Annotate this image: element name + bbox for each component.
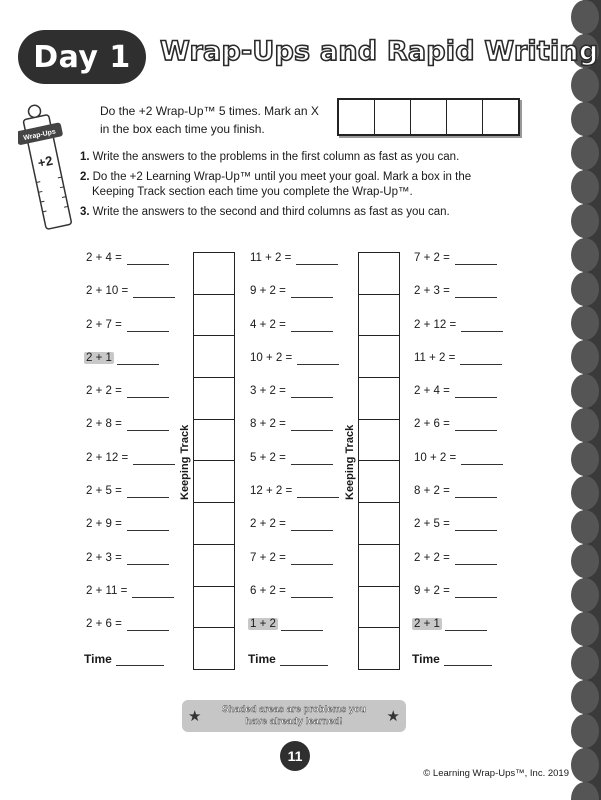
answer-blank[interactable] xyxy=(460,352,502,365)
problem-column-1 xyxy=(84,252,175,666)
problem-text: 7 + 2 = xyxy=(414,252,450,264)
problem-text: 12 + 2 = xyxy=(250,485,293,498)
banner-text: Shaded areas are problems you have already learned! xyxy=(222,704,366,727)
problem-text: 4 + 2 = xyxy=(250,318,286,331)
problem-row xyxy=(84,552,175,585)
keeping-track-box[interactable] xyxy=(359,336,399,378)
keeping-track-box[interactable] xyxy=(194,628,234,669)
answer-blank[interactable] xyxy=(297,485,339,498)
answer-blank[interactable] xyxy=(291,552,333,565)
page-number: 11 xyxy=(280,741,310,771)
problem-text: 5 + 2 = xyxy=(250,451,286,464)
instruction-item: 3. Write the answers to the second and third columns as fast as you can. xyxy=(80,206,450,218)
keeping-track-box[interactable] xyxy=(359,378,399,420)
answer-blank[interactable] xyxy=(133,452,175,465)
answer-blank[interactable] xyxy=(127,518,169,531)
answer-blank[interactable] xyxy=(127,485,169,498)
time-label: Time xyxy=(248,651,276,666)
answer-blank[interactable] xyxy=(291,418,333,431)
instruction-item: 1. Write the answers to the problems in the first column as fast as you can. xyxy=(80,151,460,163)
problem-text: 2 + 2 = xyxy=(414,551,450,564)
keeping-track-grid-2 xyxy=(358,252,400,670)
problem-row xyxy=(412,319,503,352)
answer-blank[interactable] xyxy=(297,352,339,365)
answer-blank[interactable] xyxy=(127,319,169,332)
answer-blank[interactable] xyxy=(461,452,503,465)
problem-row xyxy=(84,518,175,551)
answer-blank[interactable] xyxy=(455,385,497,398)
problem-row xyxy=(84,319,175,352)
tally-box[interactable] xyxy=(483,100,518,134)
time-row xyxy=(248,652,339,666)
problem-row xyxy=(248,585,339,618)
time-blank[interactable] xyxy=(116,652,164,666)
problem-text: 11 + 2 = xyxy=(414,351,456,364)
problem-row xyxy=(412,552,503,585)
day-label: Day 1 xyxy=(33,39,131,75)
tally-box[interactable] xyxy=(339,100,375,134)
problem-text: 2 + 6 = xyxy=(414,418,450,431)
problem-text: 9 + 2 = xyxy=(414,584,450,597)
keeping-track-label-2: Keeping Track xyxy=(344,424,356,500)
problem-row xyxy=(248,552,339,585)
tally-box[interactable] xyxy=(447,100,483,134)
learned-problem: 2 + 1 xyxy=(414,618,440,631)
answer-blank[interactable] xyxy=(127,385,169,398)
problem-row xyxy=(84,352,175,385)
problem-row xyxy=(412,352,503,385)
problem-row xyxy=(84,618,175,651)
time-blank[interactable] xyxy=(280,652,328,666)
problem-row xyxy=(84,585,175,618)
problem-text: 2 + 10 = xyxy=(86,285,129,298)
learned-problem: 1 + 2 xyxy=(250,618,276,631)
keeping-track-box[interactable] xyxy=(194,545,234,587)
problem-column-3 xyxy=(412,252,503,666)
problem-text: 2 + 2 = xyxy=(250,518,286,531)
time-label: Time xyxy=(84,651,112,666)
answer-blank[interactable] xyxy=(445,618,487,631)
problem-text: 2 + 12 = xyxy=(86,451,129,464)
problem-row xyxy=(412,485,503,518)
wrap-up-key-icon xyxy=(18,100,76,240)
keeping-track-box[interactable] xyxy=(194,295,234,337)
answer-blank[interactable] xyxy=(296,252,338,265)
keeping-track-box[interactable] xyxy=(359,628,399,669)
time-blank[interactable] xyxy=(444,652,492,666)
keeping-track-box[interactable] xyxy=(359,587,399,629)
instruction-item: 2. Do the +2 Learning Wrap-Up™ until you meet your goal. Mark a box in the Keeping Track section each time you complete the Wrap-Up™. xyxy=(80,171,472,198)
answer-blank[interactable] xyxy=(455,252,497,265)
answer-blank[interactable] xyxy=(291,385,333,398)
answer-blank[interactable] xyxy=(117,352,159,365)
problem-text: 2 + 3 = xyxy=(86,551,122,564)
problem-text: 2 + 9 = xyxy=(86,518,122,531)
answer-blank[interactable] xyxy=(455,485,497,498)
keeping-track-box[interactable] xyxy=(359,253,399,295)
problem-row xyxy=(84,285,175,318)
learned-problem: 2 + 1 xyxy=(86,351,112,364)
problem-row xyxy=(248,385,339,418)
answer-blank[interactable] xyxy=(461,319,503,332)
problem-row xyxy=(412,518,503,551)
problem-row xyxy=(248,319,339,352)
keeping-track-box[interactable] xyxy=(194,378,234,420)
keeping-track-box[interactable] xyxy=(359,503,399,545)
answer-blank[interactable] xyxy=(291,518,333,531)
time-row xyxy=(412,652,503,666)
problem-row xyxy=(412,252,503,285)
keeping-track-box[interactable] xyxy=(359,295,399,337)
problem-text: 2 + 4 = xyxy=(86,252,122,264)
problem-text: 2 + 5 = xyxy=(414,518,450,531)
star-icon: ★ xyxy=(188,708,202,725)
problem-row xyxy=(412,285,503,318)
problem-text: 11 + 2 = xyxy=(250,252,292,264)
keeping-track-box[interactable] xyxy=(359,420,399,462)
problem-text: 2 + 5 = xyxy=(86,485,122,498)
problem-row xyxy=(248,252,339,285)
time-row xyxy=(84,652,175,666)
problem-text: 2 + 12 = xyxy=(414,318,457,331)
problem-row xyxy=(248,485,339,518)
keeping-track-box[interactable] xyxy=(194,420,234,462)
keeping-track-box[interactable] xyxy=(359,545,399,587)
keeping-track-label-1: Keeping Track xyxy=(179,424,191,500)
problem-row xyxy=(412,418,503,451)
wrap-up-fact: +2 xyxy=(36,152,55,171)
problem-row xyxy=(248,618,339,651)
problem-row xyxy=(84,418,175,451)
keeping-track-box[interactable] xyxy=(359,461,399,503)
problem-row xyxy=(412,618,503,651)
problem-row xyxy=(84,452,175,485)
keeping-track-box[interactable] xyxy=(194,587,234,629)
problem-text: 2 + 11 = xyxy=(86,584,128,597)
answer-blank[interactable] xyxy=(291,285,333,298)
time-label: Time xyxy=(412,651,440,666)
problem-row xyxy=(248,352,339,385)
answer-blank[interactable] xyxy=(455,518,497,531)
answer-blank[interactable] xyxy=(132,585,174,598)
intro-text: Do the +2 Wrap-Up™ 5 times. Mark an X in the box each time you finish. xyxy=(100,104,319,136)
answer-blank[interactable] xyxy=(291,452,333,465)
problem-text: 2 + 2 = xyxy=(86,385,122,398)
problem-row xyxy=(248,285,339,318)
answer-blank[interactable] xyxy=(455,552,497,565)
problem-text: 7 + 2 = xyxy=(250,551,286,564)
answer-blank[interactable] xyxy=(455,585,497,598)
shaded-note-banner xyxy=(182,700,406,732)
problem-row xyxy=(412,585,503,618)
instructions-list xyxy=(80,150,480,225)
answer-blank[interactable] xyxy=(291,319,333,332)
problem-row xyxy=(84,385,175,418)
problem-column-2 xyxy=(248,252,339,666)
problem-text: 2 + 3 = xyxy=(414,285,450,298)
answer-blank[interactable] xyxy=(133,285,175,298)
tally-box[interactable] xyxy=(411,100,447,134)
problem-text: 2 + 6 = xyxy=(86,618,122,631)
problem-text: 2 + 8 = xyxy=(86,418,122,431)
wrap-up-brand: Wrap-Ups xyxy=(22,128,57,143)
day-badge xyxy=(18,30,146,84)
completion-tally-boxes xyxy=(337,98,520,136)
problem-row xyxy=(248,452,339,485)
scalloped-edge xyxy=(559,0,601,800)
keeping-track-box[interactable] xyxy=(194,253,234,295)
problem-text: 6 + 2 = xyxy=(250,584,286,597)
problem-row xyxy=(84,252,175,285)
answer-blank[interactable] xyxy=(127,618,169,631)
problem-text: 9 + 2 = xyxy=(250,285,286,298)
problem-row xyxy=(84,485,175,518)
answer-blank[interactable] xyxy=(281,618,323,631)
keeping-track-box[interactable] xyxy=(194,336,234,378)
problem-text: 8 + 2 = xyxy=(250,418,286,431)
keeping-track-box[interactable] xyxy=(194,503,234,545)
problem-text: 2 + 7 = xyxy=(86,318,122,331)
problem-text: 3 + 2 = xyxy=(250,385,286,398)
problem-row xyxy=(248,418,339,451)
copyright: © Learning Wrap-Ups™, Inc. 2019 xyxy=(423,768,569,779)
answer-blank[interactable] xyxy=(455,418,497,431)
tally-box[interactable] xyxy=(375,100,411,134)
page-title: Wrap-Ups and Rapid Writing xyxy=(160,36,599,67)
problem-text: 8 + 2 = xyxy=(414,485,450,498)
problem-text: 2 + 4 = xyxy=(414,385,450,398)
problem-row xyxy=(248,518,339,551)
problem-text: 10 + 2 = xyxy=(250,351,293,364)
problem-row xyxy=(412,385,503,418)
answer-blank[interactable] xyxy=(291,585,333,598)
answer-blank[interactable] xyxy=(127,418,169,431)
keeping-track-grid-1 xyxy=(193,252,235,670)
star-icon: ★ xyxy=(386,708,400,725)
keeping-track-box[interactable] xyxy=(194,461,234,503)
problem-text: 10 + 2 = xyxy=(414,451,457,464)
answer-blank[interactable] xyxy=(455,285,497,298)
answer-blank[interactable] xyxy=(127,252,169,265)
problem-row xyxy=(412,452,503,485)
answer-blank[interactable] xyxy=(127,552,169,565)
